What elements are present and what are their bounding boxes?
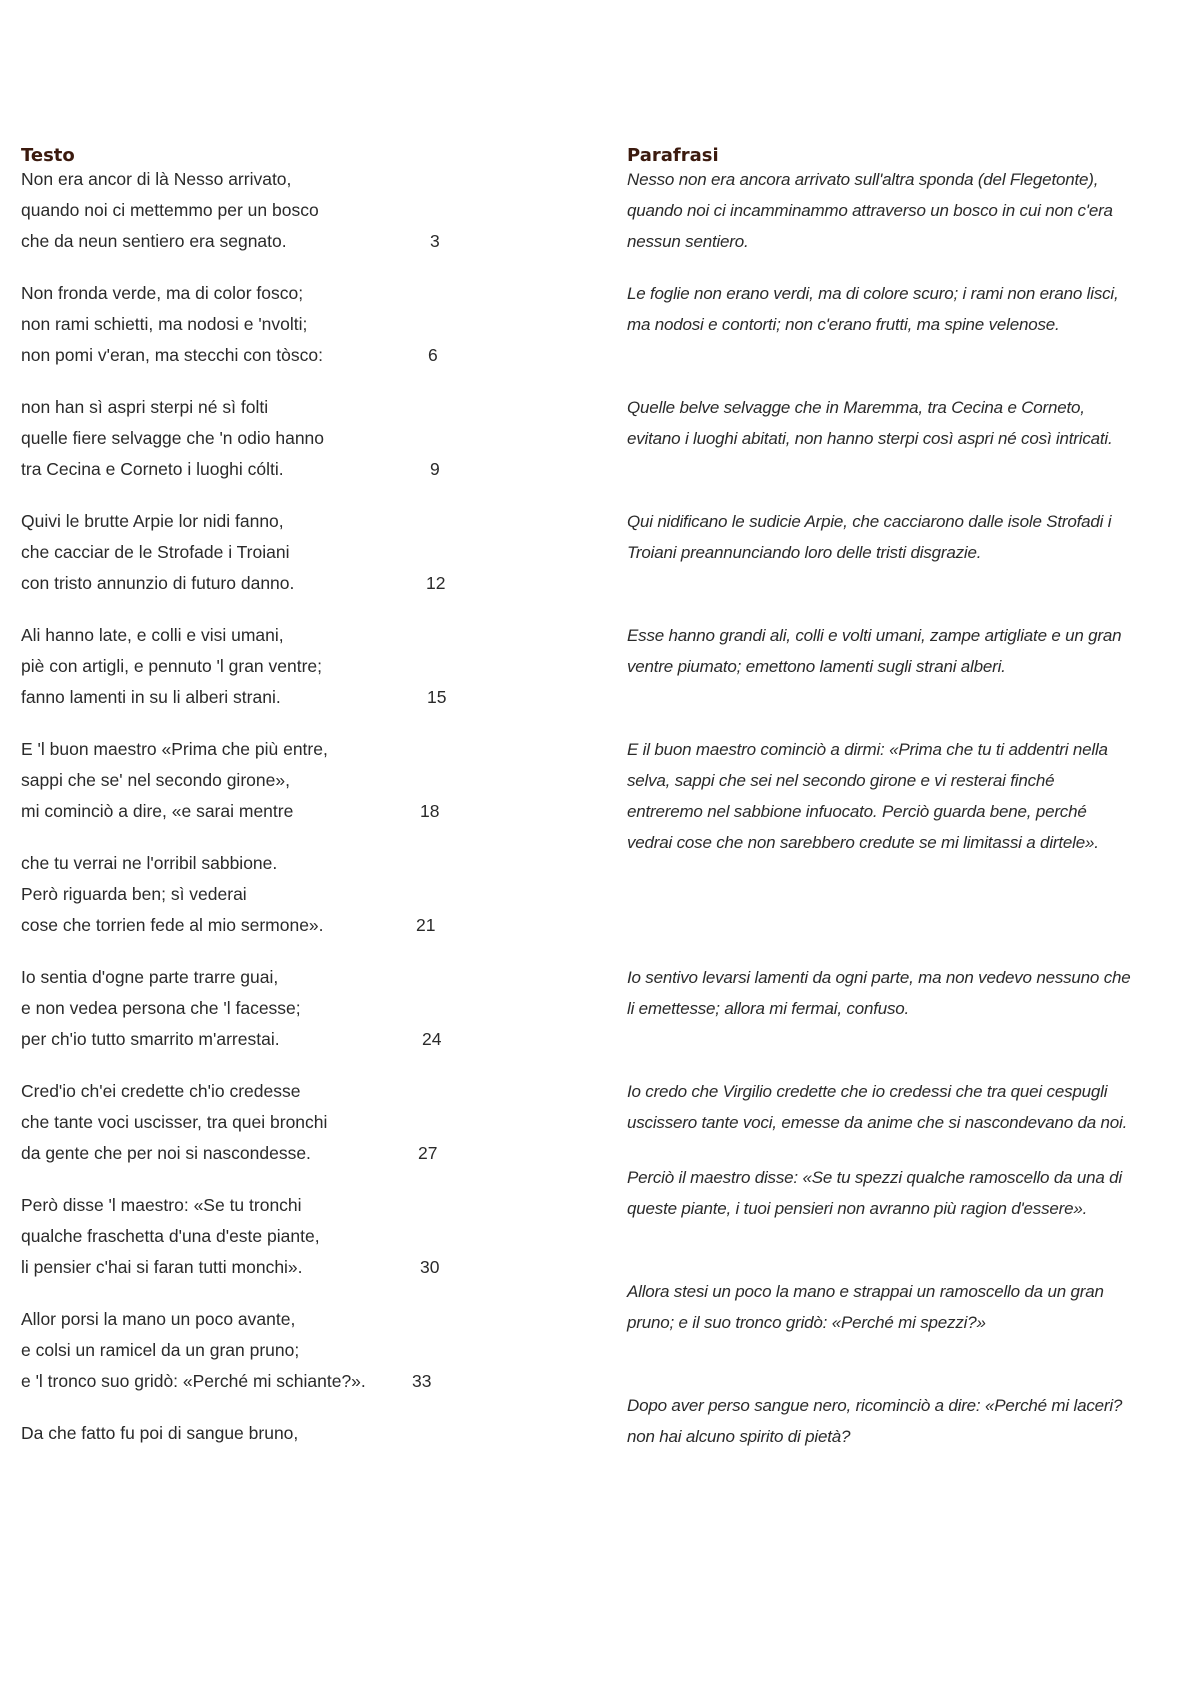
- verse-number: 24: [422, 1029, 442, 1049]
- verse-number: 3: [430, 231, 440, 251]
- testo-heading: Testo: [21, 145, 75, 166]
- verse-number: 18: [420, 801, 440, 821]
- verse-number: 6: [428, 345, 438, 365]
- verse-number: 30: [420, 1257, 440, 1277]
- verse-number: 12: [426, 573, 446, 593]
- verse-number: 27: [418, 1143, 438, 1163]
- verse-number: 15: [427, 687, 447, 707]
- parafrasi-heading: Parafrasi: [627, 145, 719, 166]
- parafrasi-column: Parafrasi Nesso non era ancora arrivato sull'altra sponda (del Flegetonte), quando noi ci incamminammo attraverso un bosco in cui non c'era nessun sentiero. Le foglie non erano verdi, ma di colore scuro; i rami non erano lisci, ma nodosi e contorti; non c'erano frutti, ma spine velenose. Quelle belve selvagge che in Maremma, tra Cecina e Corneto, evitano i luoghi abitati, non hanno sterpi così aspri né così intricati. Qui nidificano le sudicie Arpie, che cacciarono dalle isole Strofadi i Troiani preannunciando loro delle tristi disgrazie. Esse hanno grandi ali, colli e volti umani, zampe artigliate e un gran ventre piumato; emettono lamenti sugli strani alberi. E il buon maestro cominciò a dirmi: «Prima che tu ti addentri nella selva, sappi che sei nel secondo girone e vi resterai finché entreremo nel sabbione infuocato. Perciò guarda bene, perché vedrai cose che non sarebbero credute se mi limitassi a dirtele». Io sentivo levarsi lamenti da ogni parte, ma non vedevo nessuno che li emettesse; allora mi fermai, confuso. Io credo che Virgilio credette che io credessi che tra quei cespugli uscissero tante voci, emesse da anime che si nascondevano da noi. Perciò il maestro disse: «Se tu spezzi qualche ramoscello da una di queste piante, i tuoi pensieri non avranno più ragion d'essere». Allora stesi un poco la mano e strappai un ramoscello da un gran pruno; e il suo tronco gridò: «Perché mi spezzi?» Dopo aver perso sangue nero, ricominciò a dire: «Perché mi laceri? non hai alcuno spirito di pietà?: [627, 142, 1187, 170]
- testo-column: Testo Non era ancor di là Nesso arrivato, quando noi ci mettemmo per un bosco che da neun sentiero era segnato. 3 Non fronda verde, ma di color fosco; non rami schietti, ma nodosi e 'nvolti; non pomi v'eran, ma stecchi con tòsco: 6 non han sì aspri sterpi né sì folti quelle fiere selvagge che 'n odio hanno tra Cecina e Corneto i luoghi cólti. 9 Quivi le brutte Arpie lor nidi fanno, che cacciar de le Strofade i Troiani con tristo annunzio di futuro danno. 12 Ali hanno late, e colli e visi umani, piè con artigli, e pennuto 'l gran ventre; fanno lamenti in su li alberi strani. 15 E 'l buon maestro «Prima che più entre, sappi che se' nel secondo girone», mi cominciò a dire, «e sarai mentre 18 che tu verrai ne l'orribil sabbione. Però riguarda ben; sì vederai cose che torrien fede al mio sermone». 21 Io sentia d'ogne parte trarre guai, e non vedea persona che 'l facesse; per ch'io tutto smarrito m'arrestai. 24 Cred'io ch'ei credette ch'io credesse che tante voci uscisser, tra quei bronchi da gente che per noi si nascondesse. 27 Però disse 'l maestro: «Se tu tronchi qualche fraschetta d'una d'este piante, li pensier c'hai si faran tutti monchi». 30 Allor porsi la mano un poco avante, e colsi un ramicel da un gran pruno; e 'l tronco suo gridò: «Perché mi schiante?». 33 Da che fatto fu poi di sangue bruno,: [21, 142, 501, 170]
- verse-number: 33: [412, 1371, 432, 1391]
- verse-number: 9: [430, 459, 440, 479]
- verse-number: 21: [416, 915, 436, 935]
